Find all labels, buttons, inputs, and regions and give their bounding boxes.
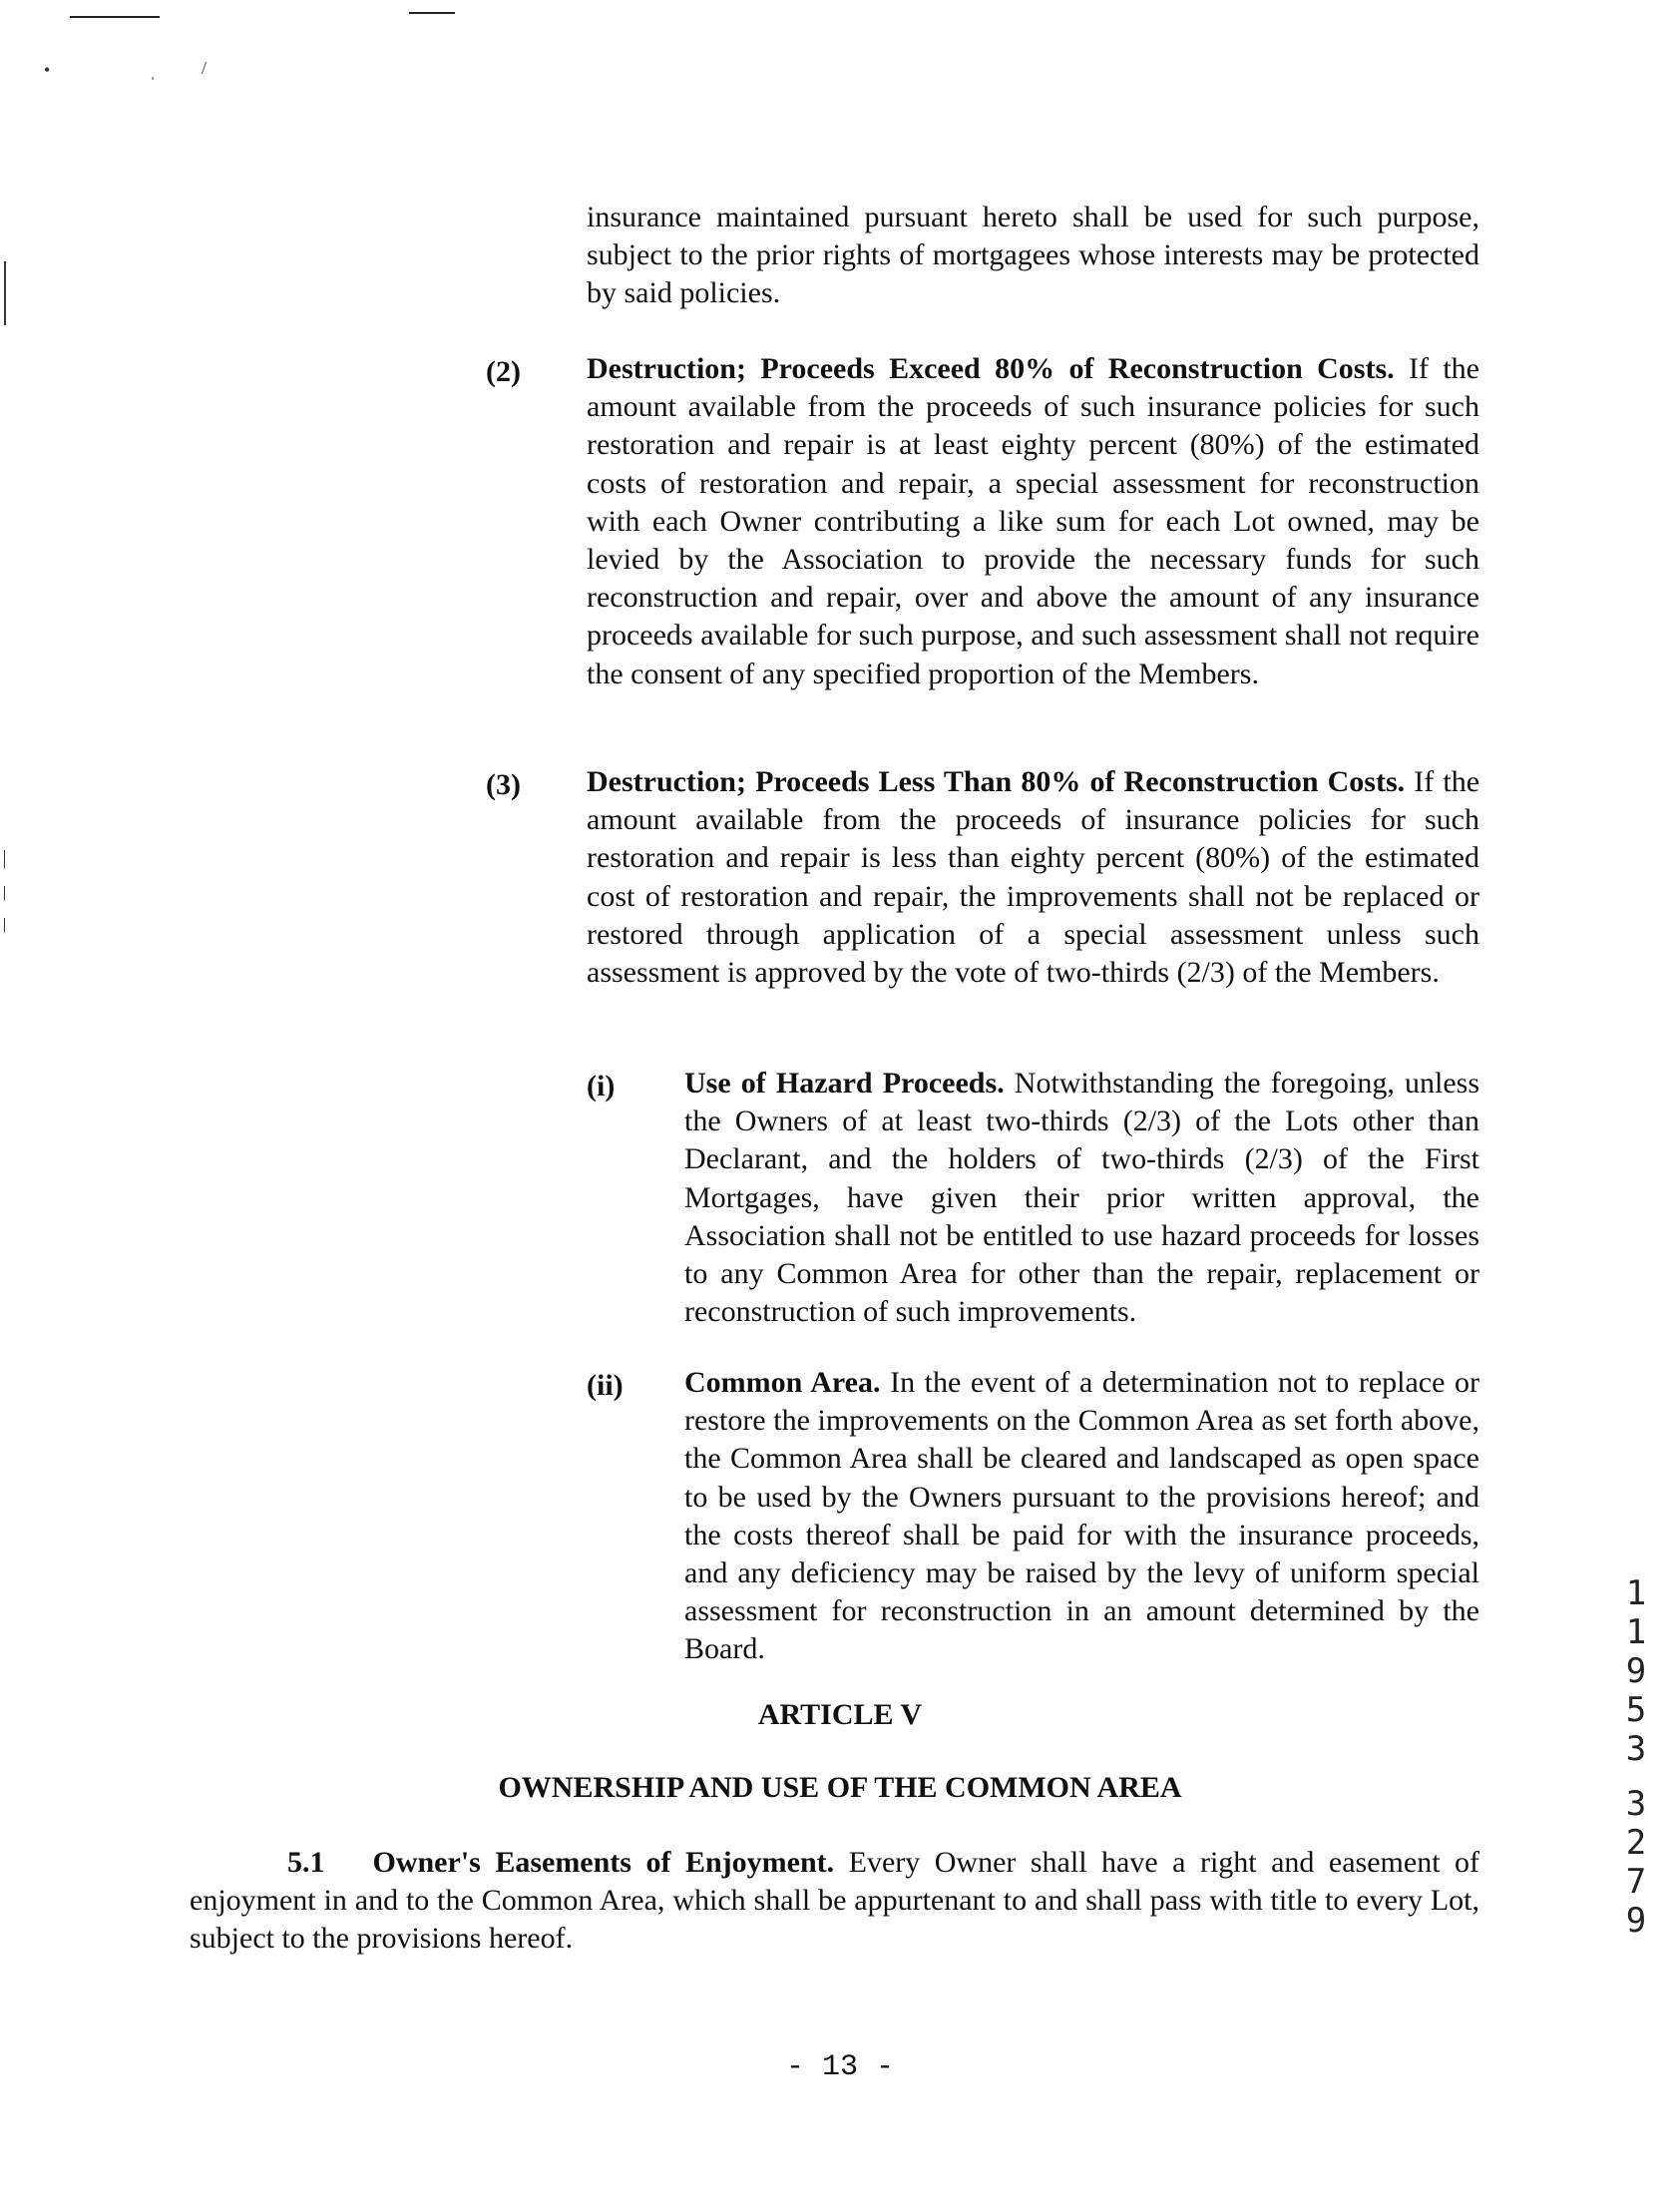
scan-artifact-mark: ˌ — [150, 60, 156, 80]
section-heading: Destruction; Proceeds Exceed 80% of Reconstruction Costs. — [587, 352, 1395, 385]
clause-heading: Owner's Easements of Enjoyment. — [372, 1846, 835, 1879]
scan-artifact-line — [70, 16, 160, 18]
clause-number: 5.1 — [287, 1846, 325, 1879]
subsection-number: (ii) — [587, 1369, 624, 1402]
clause-text: Every Owner shall have a right and easement of enjoyment in and to the Common Area, which shall be appurtenant to and shall pass with title to every Lot, subject to the provisions hereof. — [190, 1846, 1480, 1956]
subsection-text: In the event of a determination not to replace or restore the improvements on the Common Area as set forth above, the Common Area shall be cleared and landscaped as open space to be used by the Owners pursuant to the provisions hereof; and the costs thereof shall be paid for with the insurance proceeds, and any deficiency may be raised by the levy of uniform special assessment for reconstruction in an amount determined by the Board. — [684, 1366, 1479, 1666]
subsection-heading: Common Area. — [684, 1366, 881, 1399]
section-heading: Destruction; Proceeds Less Than 80% of Reconstruction Costs. — [587, 765, 1406, 798]
section-paragraph — [587, 763, 1479, 992]
subsection-paragraph — [684, 1364, 1479, 1669]
intro-paragraph: insurance maintained pursuant hereto shall be used for such purpose, subject to the prior rights of mortgagees whose interests may be protected by said policies. — [587, 201, 1479, 310]
scan-artifact-bar — [4, 886, 5, 900]
scan-artifact-mark: / — [202, 58, 208, 78]
article-title: ARTICLE V — [757, 1698, 923, 1731]
page-number: - 13 - — [785, 2050, 895, 2084]
margin-stamp-number: 1 1 9 5 3 3 2 7 9 — [1625, 1573, 1647, 1941]
subsection-paragraph — [684, 1065, 1479, 1331]
scan-artifact-bar — [4, 850, 5, 868]
clause-paragraph — [190, 1844, 1479, 1959]
subsection-number: (i) — [587, 1070, 616, 1103]
scan-artifact-bar — [4, 261, 6, 325]
section-number: (2) — [486, 355, 521, 388]
article-subtitle: OWNERSHIP AND USE OF THE COMMON AREA — [498, 1771, 1182, 1804]
subsection-heading: Use of Hazard Proceeds. — [684, 1067, 1005, 1100]
subsection-text: Notwithstanding the foregoing, unless the Owners of at least two-thirds (2/3) of the Lots other than Declarant, and the holders of two-thirds (2/3) of the First Mortgages, have given their prior written approval, the Association shall not be entitled to use hazard proceeds for losses to any Common Area for other than the repair, replacement or reconstruction of such improvements. — [684, 1067, 1480, 1329]
scan-artifact-line — [409, 12, 455, 14]
scan-artifact-mark: • — [44, 60, 51, 80]
scan-artifact-bar — [4, 918, 5, 932]
section-number: (3) — [486, 768, 521, 801]
section-paragraph — [587, 350, 1479, 693]
section-text: If the amount available from the proceeds of such insurance policies for such restoration and repair is at least eighty percent (80%) of the estimated costs of restoration and repair, a special assessment for reconstruction with each Owner contributing a like sum for each Lot owned, may be levied by the Association to provide the necessary funds for such reconstruction and repair, over and above the amount of any insurance proceeds available for such purpose, and such assessment shall not require the consent of any specified proportion of the Members. — [587, 352, 1479, 690]
section-text: If the amount available from the proceeds of insurance policies for such restoration and repair is less than eighty percent (80%) of the estimated cost of restoration and repair, the improvements shall not be replaced or restored through application of a special assessment unless such assessment is approved by the vote of two-thirds (2/3) of the Members. — [587, 765, 1480, 990]
